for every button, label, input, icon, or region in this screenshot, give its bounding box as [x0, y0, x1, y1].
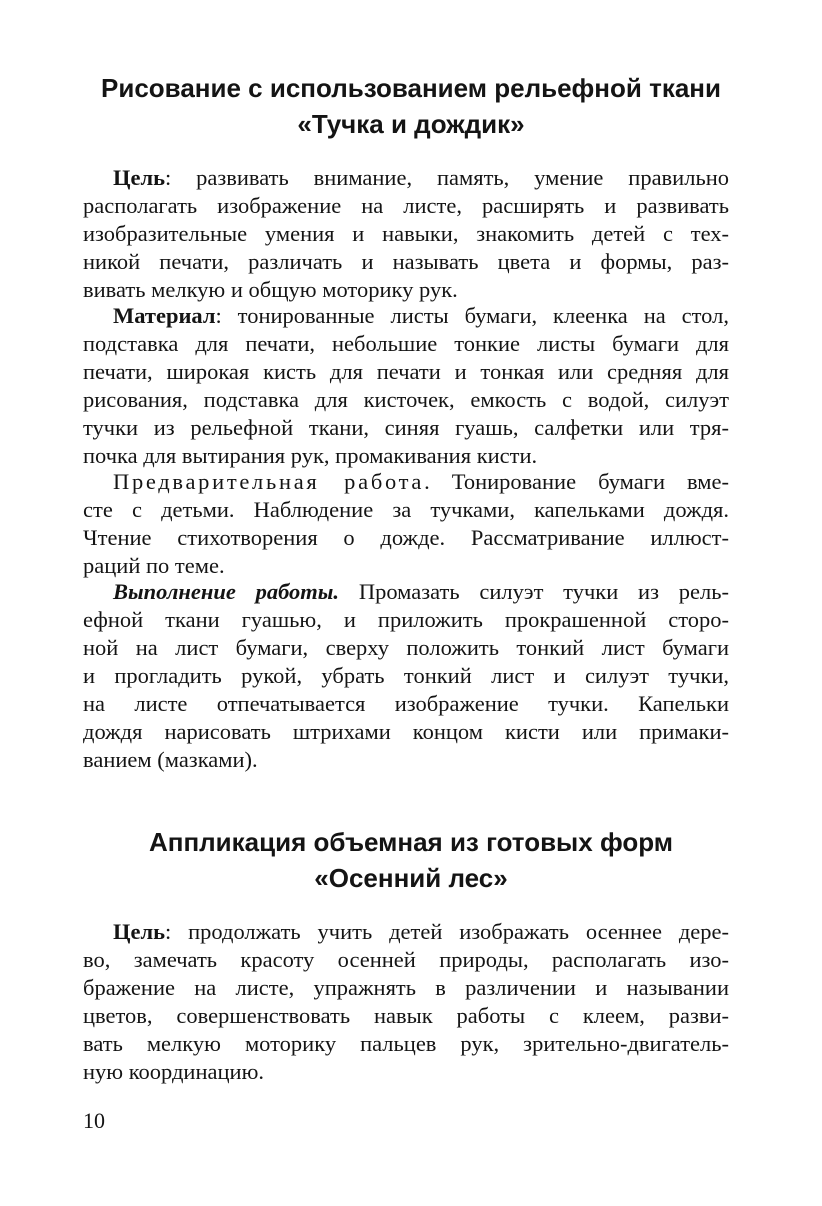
preliminary-work-label: Предварительная работа: [113, 469, 425, 494]
goal-label: Цель: [113, 919, 166, 944]
paragraph-line: печати, широкая кисть для печати и тонкая или средняя для: [83, 359, 729, 384]
paragraph-line: дождя нарисовать штрихами концом кисти или примаки-: [83, 719, 729, 744]
paragraph-line: Цель: развивать внимание, память, умение правильно: [113, 165, 729, 190]
paragraph-line: во, замечать красоту осенней природы, располагать изо-: [83, 947, 729, 972]
page-number: 10: [83, 1108, 105, 1133]
paragraph-line: ной на лист бумаги, сверху положить тонкий лист бумаги: [83, 635, 729, 660]
paragraph-line: сте с детьми. Наблюдение за тучками, капельками дождя.: [83, 497, 729, 522]
paragraph-line: цветов, совершенствовать навык работы с клеем, разви-: [83, 1003, 729, 1028]
paragraph-line: Чтение стихотворения о дожде. Рассматривание иллюст-: [83, 525, 729, 550]
paragraph-line: Выполнение работы. Промазать силуэт тучки из рель-: [113, 579, 729, 604]
section-1-title-line-1: Рисование с использованием рельефной ткани: [101, 73, 721, 103]
paragraph-line: рисования, подставка для кисточек, емкость с водой, силуэт: [83, 387, 729, 412]
section-1-title: [60, 70, 762, 142]
goal-label: Цель: [113, 165, 166, 190]
paragraph-line: ефной ткани гуашью, и приложить прокрашенной сторо-: [83, 607, 729, 632]
section-2-title: [60, 824, 762, 896]
paragraph-line: вать мелкую моторику пальцев рук, зрительно-двигатель-: [83, 1031, 729, 1056]
paragraph-line: бражение на листе, упражнять в различении и назывании: [83, 975, 729, 1000]
paragraph-line: располагать изображение на листе, расширять и развивать: [83, 193, 729, 218]
paragraph-line: изобразительные умения и навыки, знакомить детей с тех-: [83, 221, 729, 246]
paragraph-line: никой печати, различать и называть цвета и формы, раз-: [83, 249, 729, 274]
paragraph-line: на листе отпечатывается изображение тучки. Капельки: [83, 691, 729, 716]
section-1-title-line-2: «Тучка и дождик»: [297, 109, 525, 139]
paragraph-line: Материал: тонированные листы бумаги, клеенка на стол,: [113, 303, 729, 328]
paragraph-line: тучки из рельефной ткани, синяя гуашь, салфетки или тря-: [83, 415, 729, 440]
paragraph-line: подставка для печати, небольшие тонкие листы бумаги для: [83, 331, 729, 356]
paragraph-line: ванием (мазками).: [83, 747, 258, 772]
paragraph-line: Цель: продолжать учить детей изображать осеннее дере-: [113, 919, 729, 944]
material-label: Материал: [113, 303, 216, 328]
paragraph-line: вивать мелкую и общую моторику рук.: [83, 277, 458, 302]
paragraph-line: Предварительная работа. Тонирование бумаги вме-: [113, 469, 729, 494]
section-2-title-line-1: Аппликация объемная из готовых форм: [148, 827, 674, 857]
section-2-title-line-2: «Осенний лес»: [314, 863, 508, 893]
paragraph-line: и прогладить рукой, убрать тонкий лист и силуэт тучки,: [83, 663, 729, 688]
paragraph-line: почка для вытирания рук, промакивания кисти.: [83, 443, 538, 468]
execution-label: Выполнение работы.: [113, 579, 340, 604]
paragraph-line: раций по теме.: [83, 553, 225, 578]
paragraph-line: ную координацию.: [83, 1059, 264, 1084]
